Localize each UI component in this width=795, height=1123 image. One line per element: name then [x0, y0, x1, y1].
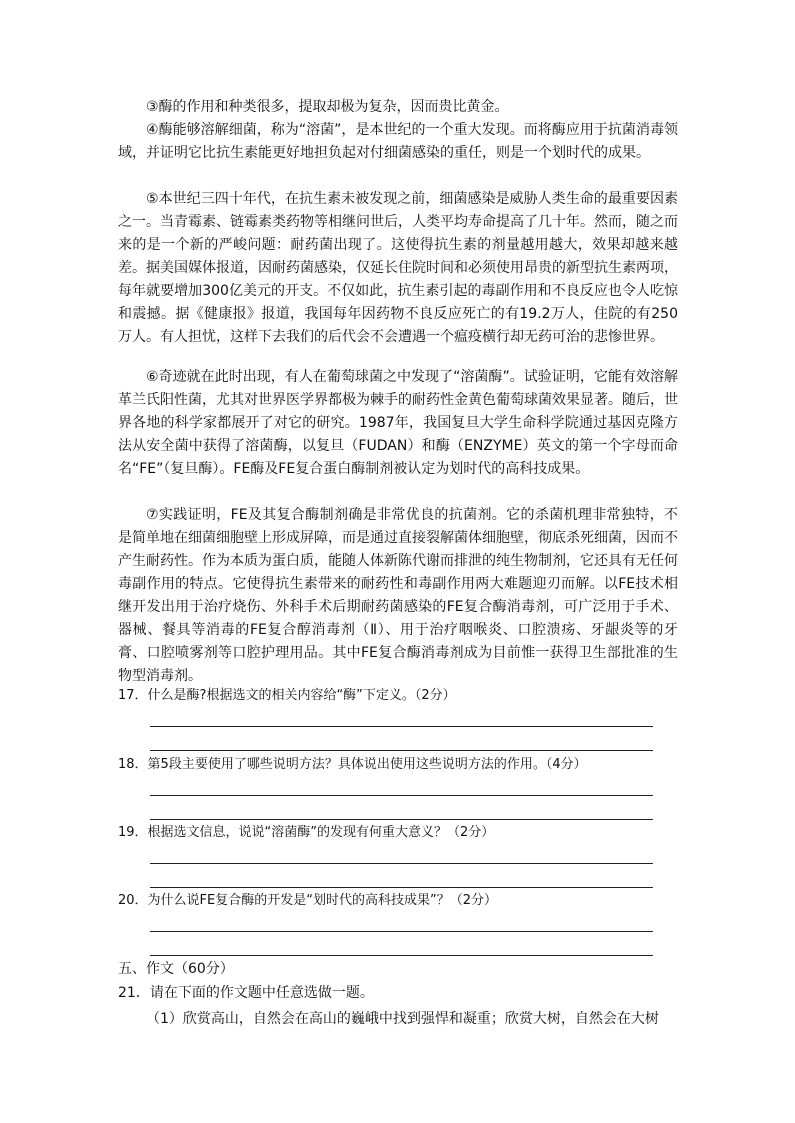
paragraph-6: ⑥奇迹就在此时出现，有人在葡萄球菌之中发现了“溶菌酶”。试验证明，它能有效溶解革兰氏阳性菌，尤其对世界医学界都极为棘手的耐药性金黄色葡萄球菌效果显著。随后，世界各地的科学家都展开了对它的研究。1987年，我国复旦大学生命科学院通过基因克隆方法从安全菌中获得了溶菌酶，以复旦（FUDAN）和酶（ENZYME）英文的第一个字母而命名“FE”（复旦酶）。FE酶及FE复合蛋白酶制剂被认定为划时代的高科技成果。 — [118, 369, 678, 477]
answer-line[interactable] — [150, 795, 653, 796]
answer-line[interactable] — [150, 931, 653, 932]
answer-line[interactable] — [150, 726, 653, 727]
answer-line[interactable] — [150, 887, 653, 888]
paragraph-7: ⑦实践证明，FE及其复合酶制剂确是非常优良的抗菌剂。它的杀菌机理非常独特，不是简单地在细菌细胞壁上形成屏障，而是通过直接裂解菌体细胞壁，彻底杀死细菌，因而不产生耐药性。作为本质为蛋白质，能随人体新陈代谢而排泄的纯生物制剂，它还具有无任何毒副作用的特点。它使得抗生素带来的耐药性和毒副作用两大难题迎刃而解。以FE技术相继开发出用于治疗烧伤、外科手术后期耐药菌感染的FE复合酶消毒剂，可广泛用于手术、器械、餐具等消毒的FE复合醇消毒剂（Ⅱ）、用于治疗咽喉炎、口腔溃疡、牙龈炎等的牙膏、口腔喷雾剂等口腔护理用品。其中FE复合酶消毒剂成为目前惟一获得卫生部批准的生物型消毒剂。 — [118, 507, 678, 684]
question-21-option-1: （1）欣赏高山，自然会在高山的巍峨中找到强悍和凝重；欣赏大树，自然会在大树 — [146, 1011, 659, 1027]
answer-line[interactable] — [150, 819, 653, 820]
paragraph-5: ⑤本世纪三四十年代，在抗生素未被发现之前，细菌感染是威胁人类生命的最重要因素之一。当青霉素、链霉素类药物等相继问世后，人类平均寿命提高了几十年。然而，随之而来的是一个新的严峻问题：耐药菌出现了。这使得抗生素的剂量越用越大，效果却越来越差。据美国媒体报道，因耐药菌感染，仅延长住院时间和必须使用昂贵的新型抗生素两项，每年就要增加300亿美元的开支。不仅如此，抗生素引起的毒副作用和不良反应也令人吃惊和震撼。据《健康报》报道，我国每年因药物不良反应死亡的有19.2万人，住院的有250万人。有人担忧，这样下去我们的后代会不会遭遇一个瘟疫横行却无药可治的悲惨世界。 — [118, 191, 678, 345]
question-21: 21．请在下面的作文题中任意选做一题。 — [118, 985, 374, 1001]
paragraph-3: ③酶的作用和种类很多，提取却极为复杂，因而贵比黄金。 — [146, 99, 509, 115]
question-17: 17．什么是酶?根据选文的相关内容给“酶”下定义。（2分） — [118, 688, 456, 703]
question-18: 18．第5段主要使用了哪些说明方法？具体说出使用这些说明方法的作用。（4分） — [118, 757, 587, 772]
paragraph-4: ④酶能够溶解细菌，称为“溶菌”，是本世纪的一个重大发现。而将酶应用于抗菌消毒领域，并证明它比抗生素能更好地担负起对付细菌感染的重任，则是一个划时代的成果。 — [118, 122, 678, 161]
answer-line[interactable] — [150, 750, 653, 751]
answer-line[interactable] — [150, 863, 653, 864]
question-19: 19．根据选文信息，说说“溶菌酶”的发现有何重大意义？（2分） — [118, 825, 495, 840]
question-20: 20．为什么说FE复合酶的开发是“划时代的高科技成果”？（2分） — [118, 893, 497, 908]
answer-line[interactable] — [150, 955, 653, 956]
section-heading-composition: 五、作文（60分） — [118, 961, 234, 977]
